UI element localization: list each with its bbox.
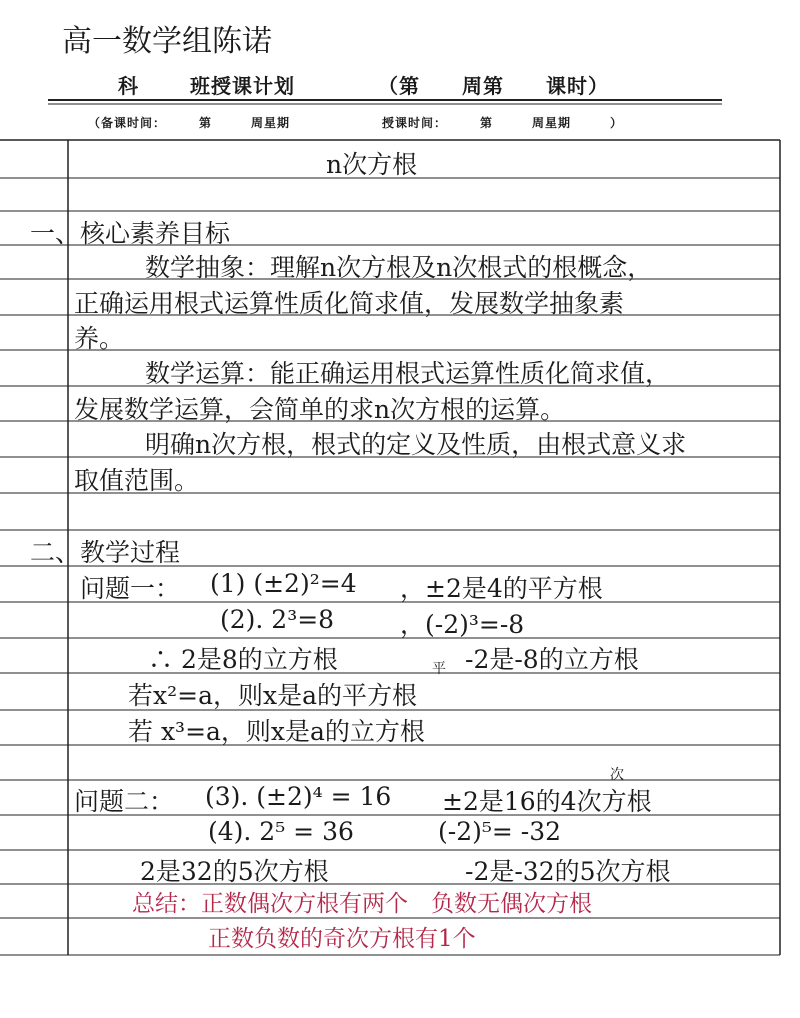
section1-line: 养。 [74, 324, 125, 353]
lesson-title: n次方根 [326, 150, 418, 179]
question2-expr2: (4). 2⁵ = 36 [208, 817, 354, 846]
question1-expr1: (1) (±2)²=4 [210, 569, 357, 598]
question2-note2: (-2)⁵= -32 [438, 817, 562, 846]
section1-heading: 核心素养目标 [80, 219, 231, 248]
question1-correction-mark: 平 [432, 661, 446, 677]
plan-subject: 科 [118, 74, 139, 98]
plan-period: （第 周第 课时） [378, 74, 609, 98]
plan-title: 班授课计划 [190, 74, 295, 98]
question2-label: 问题二： [74, 787, 175, 816]
section1-line: 数学抽象：理解n次方根及n次根式的根概念， [145, 253, 653, 282]
section2-number: 二、 [30, 538, 81, 567]
question2-correction-mark: 次 [610, 767, 624, 783]
question1-note2: ，(-2)³=-8 [400, 610, 525, 639]
question1-conclusion-b: -2是-8的立方根 [465, 645, 639, 674]
prep-time: （备课时间： 第 周星期 [88, 116, 291, 130]
section1-line: 正确运用根式运算性质化简求值，发展数学抽象素 [74, 289, 625, 318]
question1-rule-cube: 若 x³=a，则x是a的立方根 [128, 717, 425, 746]
section1-number: 一、 [30, 219, 81, 248]
question1-rule-square: 若x²=a，则x是a的平方根 [128, 681, 417, 710]
question2-note1: ±2是16的4次方根 [442, 787, 652, 816]
author-title: 高一数学组陈诺 [62, 24, 272, 59]
question1-label: 问题一： [80, 574, 181, 603]
question1-note1: ，±2是4的平方根 [400, 574, 603, 603]
section1-line: 取值范围。 [74, 466, 200, 495]
question2-expr1: (3). (±2)⁴ = 16 [205, 782, 392, 811]
summary-line-2: 正数负数的奇次方根有1个 [208, 926, 476, 952]
question2-conclusion-a: 2是32的5次方根 [140, 857, 329, 886]
section1-line: 明确n次方根，根式的定义及性质，由根式意义求 [145, 430, 687, 459]
summary-line-1: 总结：正数偶次方根有两个 负数无偶次方根 [132, 891, 592, 917]
question2-conclusion-b: -2是-32的5次方根 [465, 857, 671, 886]
section2-heading: 教学过程 [80, 538, 181, 567]
section1-line: 发展数学运算，会简单的求n次方根的运算。 [74, 395, 566, 424]
question1-expr2: (2). 2³=8 [220, 605, 335, 634]
question1-conclusion-a: ∴ 2是8的立方根 [148, 645, 338, 674]
section1-line: 数学运算：能正确运用根式运算性质化简求值， [145, 359, 671, 388]
teach-time: 授课时间： 第 周星期 ） [382, 116, 624, 130]
